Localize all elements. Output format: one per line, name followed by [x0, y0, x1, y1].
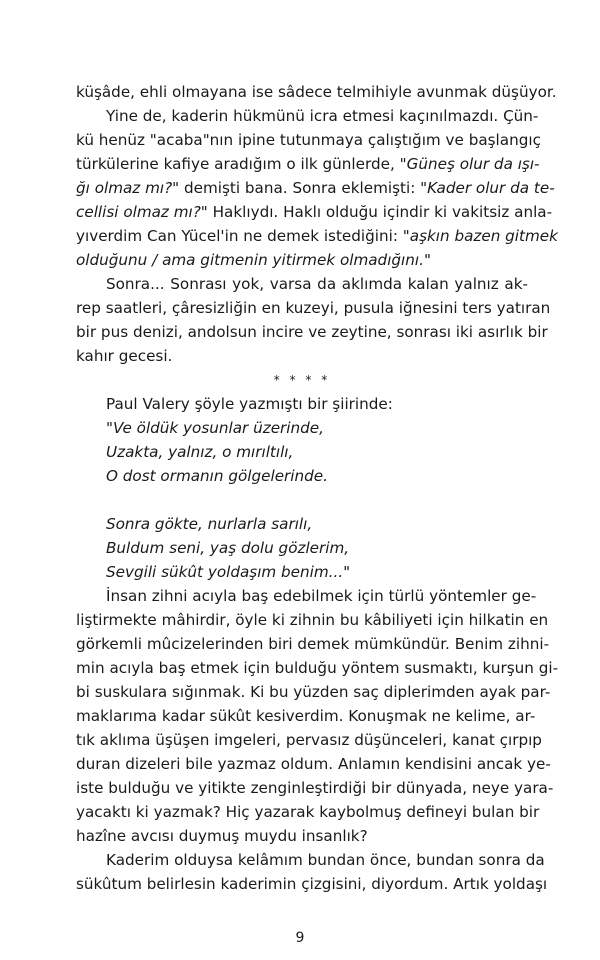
text-segment: bir pus denizi, andolsun incire ve zeytine, sonrası iki asırlık bir: [76, 323, 548, 341]
verse-line: [76, 560, 528, 584]
text-segment: küşâde, ehli olmayana ise sâdece telmihiyle avunmak düşüyor.: [76, 83, 557, 101]
text-line: [76, 128, 541, 152]
text-segment: maklarıma kadar sükût kesiverdim. Konuşmak ne kelime, ar-: [76, 707, 536, 725]
text-line: [76, 488, 528, 512]
text-line: [76, 272, 528, 296]
section-separator: [76, 368, 528, 392]
text-line: [76, 176, 555, 200]
page-body-text: [76, 80, 559, 896]
text-segment: yacaktı ki yazmak? Hiç yazarak kaybolmuş defineyi bulan bir: [76, 803, 540, 821]
text-segment: Kaderim olduysa kelâmım bundan önce, bundan sonra da: [106, 851, 545, 869]
text-line: [76, 848, 545, 872]
text-line: [76, 800, 540, 824]
text-segment: * * * *: [273, 373, 331, 387]
text-line: [76, 584, 537, 608]
text-segment: yıverdim Can Yücel'in ne demek istediğini:: [76, 227, 403, 245]
text-line: [76, 728, 542, 752]
text-line: [76, 152, 540, 176]
italic-text-segment: "Ve öldük yosunlar üzerinde,: [106, 419, 324, 437]
text-segment: Haklıydı. Haklı olduğu içindir ki vakitsiz anla-: [207, 203, 553, 221]
text-segment: hazîne avcısı duymuş muydu insanlık?: [76, 827, 368, 845]
italic-text-segment: ğı olmaz mı?": [76, 179, 180, 197]
text-segment: kü henüz "acaba"nın ipine tutunmaya çalıştığım ve başlangıç: [76, 131, 541, 149]
italic-text-segment: Buldum seni, yaş dolu gözlerim,: [106, 539, 350, 557]
text-segment: türkülerine kafiye aradığım o ilk günlerde,: [76, 155, 400, 173]
text-line: [76, 776, 554, 800]
text-line: [76, 704, 536, 728]
text-segment: kahır gecesi.: [76, 347, 173, 365]
text-line: [76, 608, 549, 632]
text-line: [76, 752, 551, 776]
text-segment: Sonra... Sonrası yok, varsa da aklımda kalan yalnız ak-: [106, 275, 528, 293]
text-segment: iste bulduğu ve yitikte zenginleştirdiği bir dünyada, neye yara-: [76, 779, 554, 797]
text-line: [76, 104, 539, 128]
text-segment: min acıyla baş etmek için bulduğu yöntem susmaktı, kurşun gi-: [76, 659, 559, 677]
text-line: [76, 680, 551, 704]
text-line: [76, 224, 558, 248]
italic-text-segment: O dost ormanın gölgelerinde.: [106, 467, 328, 485]
text-line: [76, 200, 553, 224]
verse-line: [76, 536, 528, 560]
italic-text-segment: cellisi olmaz mı?": [76, 203, 208, 221]
text-segment: Yine de, kaderin hükmünü icra etmesi kaçınılmazdı. Çün-: [106, 107, 539, 125]
italic-text-segment: olduğunu / ama gitmenin yitirmek olmadığını.": [76, 251, 431, 269]
text-segment: duran dizeleri bile yazmaz oldum. Anlamın kendisini ancak ye-: [76, 755, 551, 773]
italic-text-segment: Sevgili sükût yoldaşım benim...": [106, 563, 351, 581]
italic-text-segment: Sonra gökte, nurlarla sarılı,: [106, 515, 313, 533]
verse-line: [76, 512, 528, 536]
text-line: [76, 824, 528, 848]
text-line: [76, 296, 551, 320]
text-line: [76, 80, 557, 104]
text-line: [76, 872, 548, 896]
verse-line: [76, 416, 528, 440]
text-line: [76, 248, 528, 272]
text-segment: görkemli mûcizelerinden biri demek mümkündür. Benim zihni-: [76, 635, 550, 653]
verse-line: [76, 392, 528, 416]
text-segment: liştirmekte mâhirdir, öyle ki zihnin bu kâbiliyeti için hilkatin en: [76, 611, 549, 629]
text-line: [76, 632, 550, 656]
text-segment: sükûtum belirlesin kaderimin çizgisini, diyordum. Artık yoldaşı: [76, 875, 548, 893]
italic-text-segment: Uzakta, yalnız, o mırıltılı,: [106, 443, 294, 461]
text-segment: rep saatleri, çâresizliğin en kuzeyi, pusula iğnesini ters yatıran: [76, 299, 551, 317]
text-segment: Paul Valery şöyle yazmıştı bir şiirinde:: [106, 395, 393, 413]
italic-text-segment: "Güneş olur da ışı-: [399, 155, 540, 173]
italic-text-segment: "aşkın bazen gitmek: [402, 227, 558, 245]
text-line: [76, 320, 548, 344]
verse-line: [76, 440, 528, 464]
verse-line: [76, 464, 528, 488]
text-segment: tık aklıma üşüşen imgeleri, pervasız düşünceleri, kanat çırpıp: [76, 731, 542, 749]
text-segment: demişti bana. Sonra eklemişti:: [179, 179, 421, 197]
page-number: 9: [295, 930, 305, 946]
text-segment: bi suskulara sığınmak. Ki bu yüzden saç diplerimden ayak par-: [76, 683, 551, 701]
italic-text-segment: "Kader olur da te-: [420, 179, 555, 197]
text-line: [76, 344, 528, 368]
text-line: [76, 656, 559, 680]
text-segment: İnsan zihni acıyla baş edebilmek için türlü yöntemler ge-: [106, 587, 537, 605]
